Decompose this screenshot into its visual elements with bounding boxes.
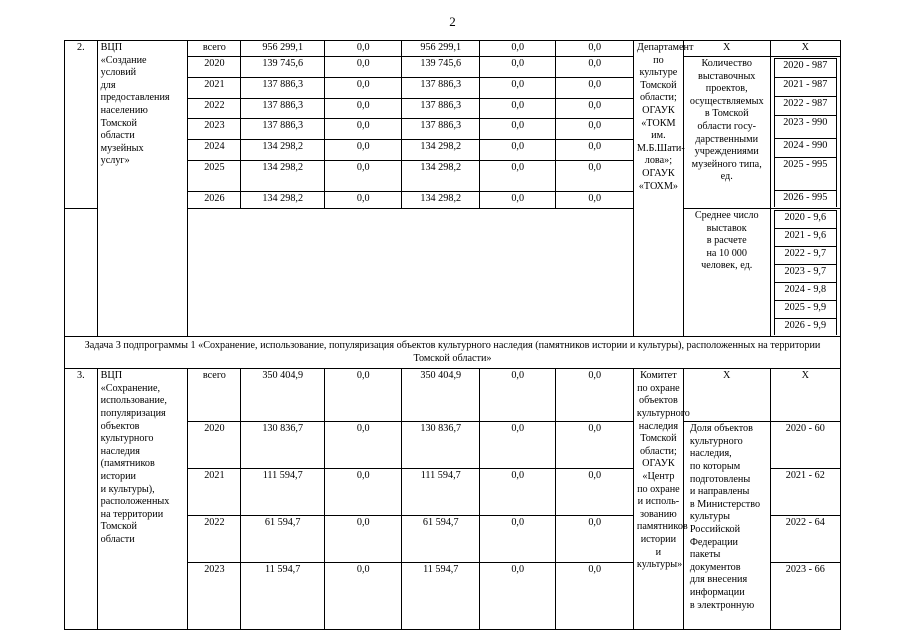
local-cell: 0,0 (479, 57, 555, 78)
total-cell: 134 298,2 (241, 161, 325, 192)
total-cell: 137 886,3 (241, 119, 325, 140)
indicator-value: 2023 - 990 (774, 116, 836, 139)
indicator-value: 2020 - 9,6 (774, 211, 836, 229)
regional-cell: 61 594,7 (402, 516, 479, 563)
total-cell: 130 836,7 (241, 422, 325, 469)
federal-cell: 0,0 (325, 563, 402, 630)
empty-cell (188, 209, 634, 337)
federal-cell: 0,0 (325, 119, 402, 140)
table-row (65, 369, 841, 422)
indicator-value: 2021 - 987 (774, 78, 836, 97)
total-cell: 134 298,2 (241, 192, 325, 209)
other-cell: 0,0 (556, 469, 633, 516)
total-cell: 350 404,9 (241, 369, 325, 422)
total-cell: 134 298,2 (241, 140, 325, 161)
year-cell: 2021 (188, 469, 241, 516)
indicator-text: Доля объектов культурного наследия, по которым подготовлены и направлены в Министерство культуры Российской Федерации пакеты документов для внесения информации в электронную (683, 422, 770, 630)
local-cell: 0,0 (479, 469, 555, 516)
federal-cell: 0,0 (325, 469, 402, 516)
regional-cell: 137 886,3 (402, 119, 479, 140)
local-cell: 0,0 (479, 98, 555, 119)
year-cell: 2025 (188, 161, 241, 192)
other-cell: 0,0 (556, 563, 633, 630)
other-cell: 0,0 (556, 161, 633, 192)
federal-cell: 0,0 (325, 192, 402, 209)
local-cell: 0,0 (479, 41, 555, 57)
regional-cell: 11 594,7 (402, 563, 479, 630)
year-cell: 2023 (188, 119, 241, 140)
total-cell: 139 745,6 (241, 57, 325, 78)
indicator-value: 2026 - 995 (774, 191, 836, 208)
local-cell: 0,0 (479, 77, 555, 98)
indicator-value: 2020 - 60 (770, 422, 840, 469)
indicator-values (770, 209, 840, 337)
empty-cell (65, 209, 98, 337)
other-cell: 0,0 (556, 41, 633, 57)
indicator-value: 2022 - 9,7 (774, 247, 836, 265)
total-cell: 137 886,3 (241, 77, 325, 98)
row-number: 2. (65, 41, 98, 209)
year-cell: всего (188, 41, 241, 57)
indicator-value: 2024 - 9,8 (774, 283, 836, 301)
local-cell: 0,0 (479, 161, 555, 192)
year-cell: всего (188, 369, 241, 422)
regional-cell: 134 298,2 (402, 161, 479, 192)
total-cell: 137 886,3 (241, 98, 325, 119)
regional-cell: 130 836,7 (402, 422, 479, 469)
regional-cell: 137 886,3 (402, 77, 479, 98)
indicator-value: 2022 - 64 (770, 516, 840, 563)
task-heading: Задача 3 подпрограммы 1 «Сохранение, использование, популяризация объектов культурного наследия (памятников истории и культуры), расположенных на территории Томской области» (65, 337, 841, 369)
year-cell: 2024 (188, 140, 241, 161)
indicator-value: 2026 - 9,9 (774, 319, 836, 336)
year-cell: 2023 (188, 563, 241, 630)
year-cell: 2022 (188, 98, 241, 119)
total-cell: 111 594,7 (241, 469, 325, 516)
indicator-value: 2025 - 9,9 (774, 301, 836, 319)
total-cell: 11 594,7 (241, 563, 325, 630)
local-cell: 0,0 (479, 516, 555, 563)
federal-cell: 0,0 (325, 41, 402, 57)
indicator-text: Количество выставочных проектов, осуществляемых в Томской области госу- дарственными учреждениями музейного типа, ед. (683, 57, 770, 209)
total-cell: 956 299,1 (241, 41, 325, 57)
federal-cell: 0,0 (325, 161, 402, 192)
indicator-value: 2023 - 9,7 (774, 265, 836, 283)
regional-cell: 956 299,1 (402, 41, 479, 57)
indicator-value: 2024 - 990 (774, 139, 836, 158)
total-cell: 61 594,7 (241, 516, 325, 563)
page-number: 2 (449, 14, 456, 29)
program-table (64, 40, 841, 630)
indicator-value: 2021 - 9,6 (774, 229, 836, 247)
federal-cell: 0,0 (325, 140, 402, 161)
federal-cell: 0,0 (325, 77, 402, 98)
program-name: ВЦП «Создание условий для предоставления населению Томской области музейных услуг» (97, 41, 188, 337)
executor: Департамент по культуре Томской области; ОГАУК «ТОКМ им. М.Б.Шати- лова»; ОГАУК «ТОХМ» (633, 41, 683, 337)
other-cell: 0,0 (556, 516, 633, 563)
indicator-values (770, 57, 840, 209)
other-cell: 0,0 (556, 369, 633, 422)
year-cell: 2022 (188, 516, 241, 563)
federal-cell: 0,0 (325, 98, 402, 119)
x-mark: Х (683, 369, 770, 422)
regional-cell: 111 594,7 (402, 469, 479, 516)
other-cell: 0,0 (556, 422, 633, 469)
other-cell: 0,0 (556, 57, 633, 78)
program-name: ВЦП «Сохранение, использование, популяризация объектов культурного наследия (памятников истории и культуры), расположенных на территории Томской области (97, 369, 188, 630)
local-cell: 0,0 (479, 563, 555, 630)
executor: Комитет по охране объектов культурного наследия Томской области; ОГАУК «Центр по охране и исполь- зованию памятников истории и культуры» (633, 369, 683, 630)
regional-cell: 134 298,2 (402, 192, 479, 209)
row-number: 3. (65, 369, 98, 630)
x-mark: Х (770, 369, 840, 422)
other-cell: 0,0 (556, 77, 633, 98)
x-mark: Х (770, 41, 840, 57)
indicator-text: Среднее число выставок в расчете на 10 000 человек, ед. (683, 209, 770, 337)
regional-cell: 134 298,2 (402, 140, 479, 161)
year-cell: 2026 (188, 192, 241, 209)
local-cell: 0,0 (479, 192, 555, 209)
indicator-value: 2022 - 987 (774, 97, 836, 116)
federal-cell: 0,0 (325, 57, 402, 78)
other-cell: 0,0 (556, 119, 633, 140)
federal-cell: 0,0 (325, 516, 402, 563)
regional-cell: 139 745,6 (402, 57, 479, 78)
local-cell: 0,0 (479, 369, 555, 422)
regional-cell: 350 404,9 (402, 369, 479, 422)
year-cell: 2020 (188, 57, 241, 78)
regional-cell: 137 886,3 (402, 98, 479, 119)
table-row (65, 41, 841, 57)
local-cell: 0,0 (479, 422, 555, 469)
indicator-value: 2023 - 66 (770, 563, 840, 630)
other-cell: 0,0 (556, 192, 633, 209)
other-cell: 0,0 (556, 140, 633, 161)
task-row (65, 337, 841, 369)
other-cell: 0,0 (556, 98, 633, 119)
local-cell: 0,0 (479, 140, 555, 161)
local-cell: 0,0 (479, 119, 555, 140)
indicator-value: 2020 - 987 (774, 59, 836, 78)
year-cell: 2021 (188, 77, 241, 98)
indicator-value: 2025 - 995 (774, 158, 836, 191)
indicator-value: 2021 - 62 (770, 469, 840, 516)
year-cell: 2020 (188, 422, 241, 469)
federal-cell: 0,0 (325, 369, 402, 422)
federal-cell: 0,0 (325, 422, 402, 469)
x-mark: Х (683, 41, 770, 57)
